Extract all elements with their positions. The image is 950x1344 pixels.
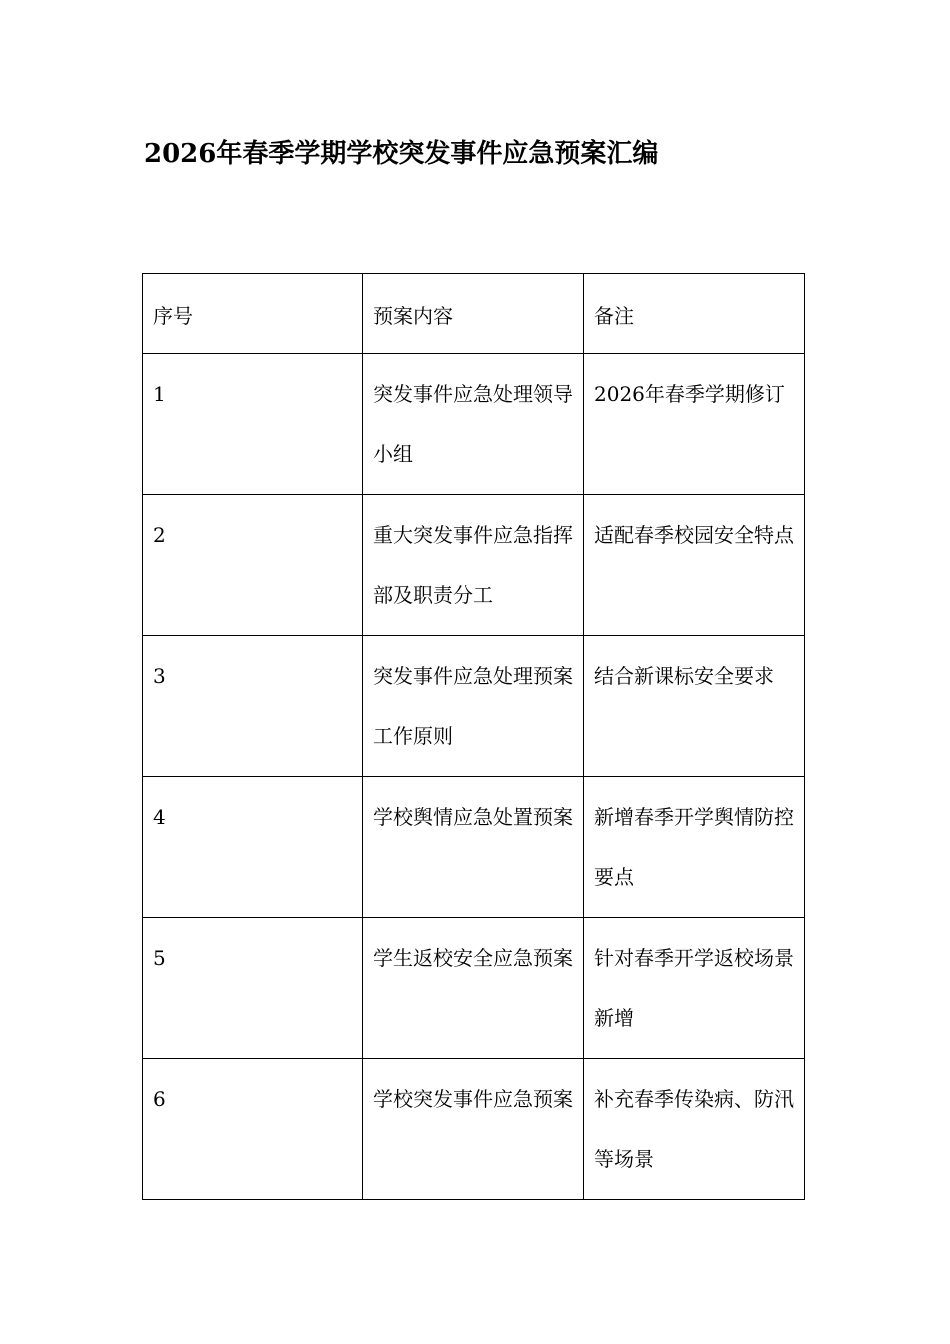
row-content-cell: 突发事件应急处理领导小组 bbox=[363, 354, 584, 495]
table-row bbox=[143, 354, 805, 495]
table-header-row bbox=[143, 274, 805, 354]
header-cell-number: 序号 bbox=[143, 274, 363, 354]
row-number-cell: 4 bbox=[143, 777, 363, 918]
page-title: 2026年春季学期学校突发事件应急预案汇编 bbox=[144, 139, 659, 169]
row-content-cell: 学生返校安全应急预案 bbox=[363, 918, 584, 1059]
row-number-cell: 3 bbox=[143, 636, 363, 777]
row-content-cell: 突发事件应急处理预案工作原则 bbox=[363, 636, 584, 777]
row-note-cell: 适配春季校园安全特点 bbox=[584, 495, 805, 636]
row-note-cell: 2026年春季学期修订 bbox=[584, 354, 805, 495]
row-note-cell: 结合新课标安全要求 bbox=[584, 636, 805, 777]
row-note-cell: 补充春季传染病、防汛等场景 bbox=[584, 1059, 805, 1200]
table-row bbox=[143, 1059, 805, 1200]
row-content-cell: 学校突发事件应急预案 bbox=[363, 1059, 584, 1200]
emergency-plan-table bbox=[142, 273, 805, 1200]
row-content-cell: 重大突发事件应急指挥部及职责分工 bbox=[363, 495, 584, 636]
row-content-cell: 学校舆情应急处置预案 bbox=[363, 777, 584, 918]
row-number-cell: 1 bbox=[143, 354, 363, 495]
table-row bbox=[143, 777, 805, 918]
table-row bbox=[143, 495, 805, 636]
table-row bbox=[143, 636, 805, 777]
header-cell-content: 预案内容 bbox=[363, 274, 584, 354]
table-row bbox=[143, 918, 805, 1059]
row-note-cell: 针对春季开学返校场景新增 bbox=[584, 918, 805, 1059]
header-cell-note: 备注 bbox=[584, 274, 805, 354]
row-number-cell: 6 bbox=[143, 1059, 363, 1200]
row-note-cell: 新增春季开学舆情防控要点 bbox=[584, 777, 805, 918]
row-number-cell: 5 bbox=[143, 918, 363, 1059]
row-number-cell: 2 bbox=[143, 495, 363, 636]
